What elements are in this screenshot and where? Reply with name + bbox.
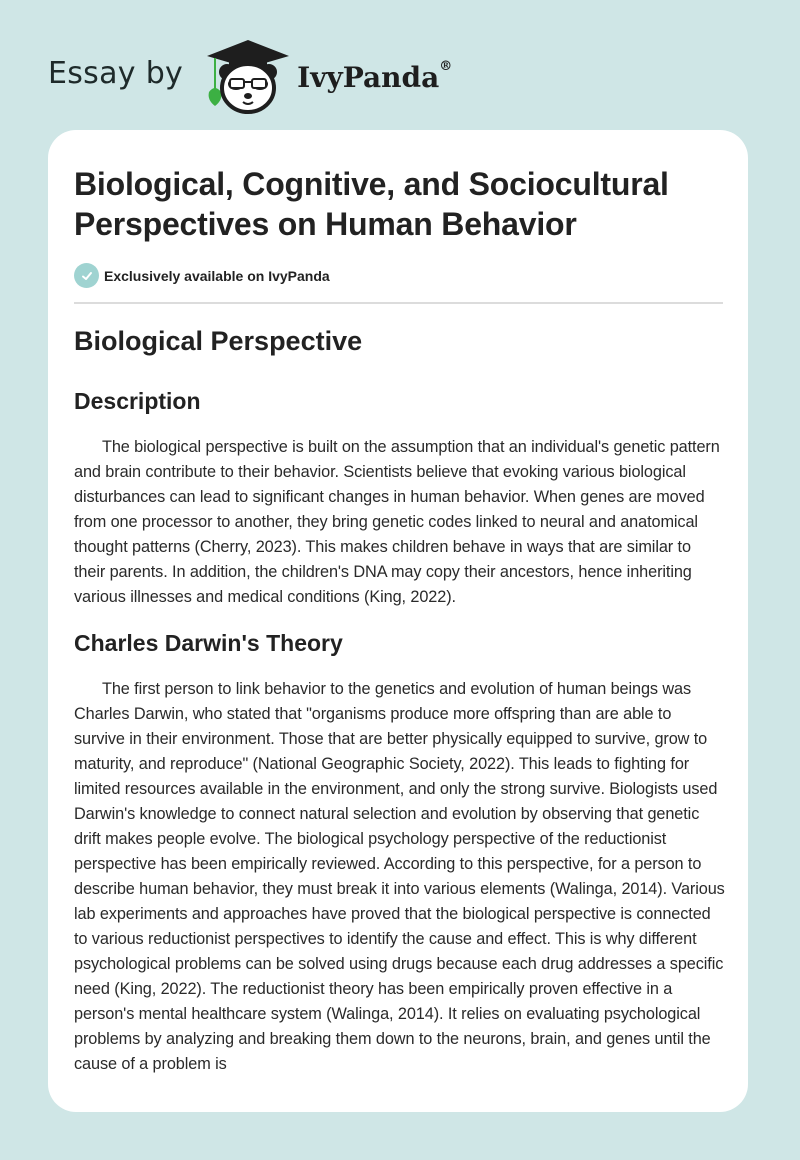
subsection-heading-description: Description: [74, 388, 201, 414]
description-paragraph: The biological perspective is built on the assumption that an individual's genetic pattern and brain contribute to their behavior. Scientists believe that evoking various biological disturbances can lead to significant changes in human behavior. When genes are moved from one processor to another, they bring genetic codes linked to neural and anatomical thought patterns (Cherry, 2023). This makes children behave in ways that are similar to their parents. In addition, the children's DNA may copy their ancestors, hence inheriting various illnesses and medical conditions (King, 2022).: [74, 438, 720, 606]
essay-title: Biological, Cognitive, and Sociocultural Perspectives on Human Behavior: [74, 166, 669, 242]
exclusive-badge: [74, 263, 330, 288]
darwin-theory-paragraph: The first person to link behavior to the genetics and evolution of human beings was Charles Darwin, who stated that "organisms produce more offspring than are able to survive in their environment. Those that are better physically equipped to survive, grow to maturity, and reproduce" (National Geographic Society, 2022). This leads to fighting for limited resources available in the environment, and only the strong survive. Biologists used Darwin's knowledge to connect natural selection and evolution by observing that genetic drift makes people evolve. The biological psychology perspective of the reductionist perspective has been empirically reviewed. According to this perspective, for a person to describe human behavior, they must break it into various elements (Walinga, 2014). Various lab experiments and approaches have proved that the biological perspective is connected to various reductionist perspectives to identify the cause and effect. This is why different psychological problems can be solved using drugs because each drug addresses a specific need (King, 2022). The reductionist theory has been empirically proven effective in a person's mental healthcare system (Walinga, 2014). It relies on evaluating psychological problems by analyzing and breaking them down to the neurons, brain, and genes until the cause of a problem is: [74, 680, 725, 1073]
registered-mark: ®: [439, 58, 453, 74]
essay-by-label: Essay by: [48, 55, 184, 91]
brand-header: [48, 36, 452, 116]
exclusive-text: Exclusively available on IvyPanda: [104, 267, 330, 284]
subsection-heading-darwin-theory: Charles Darwin's Theory: [74, 630, 343, 656]
essay-card: [48, 130, 748, 1112]
ivypanda-brand-name[interactable]: IvyPanda®: [297, 58, 453, 94]
check-circle-icon: [74, 263, 99, 288]
panda-graduation-cap-logo-icon: [205, 36, 291, 116]
title-divider: [74, 302, 723, 304]
section-heading-biological-perspective: Biological Perspective: [74, 326, 363, 356]
